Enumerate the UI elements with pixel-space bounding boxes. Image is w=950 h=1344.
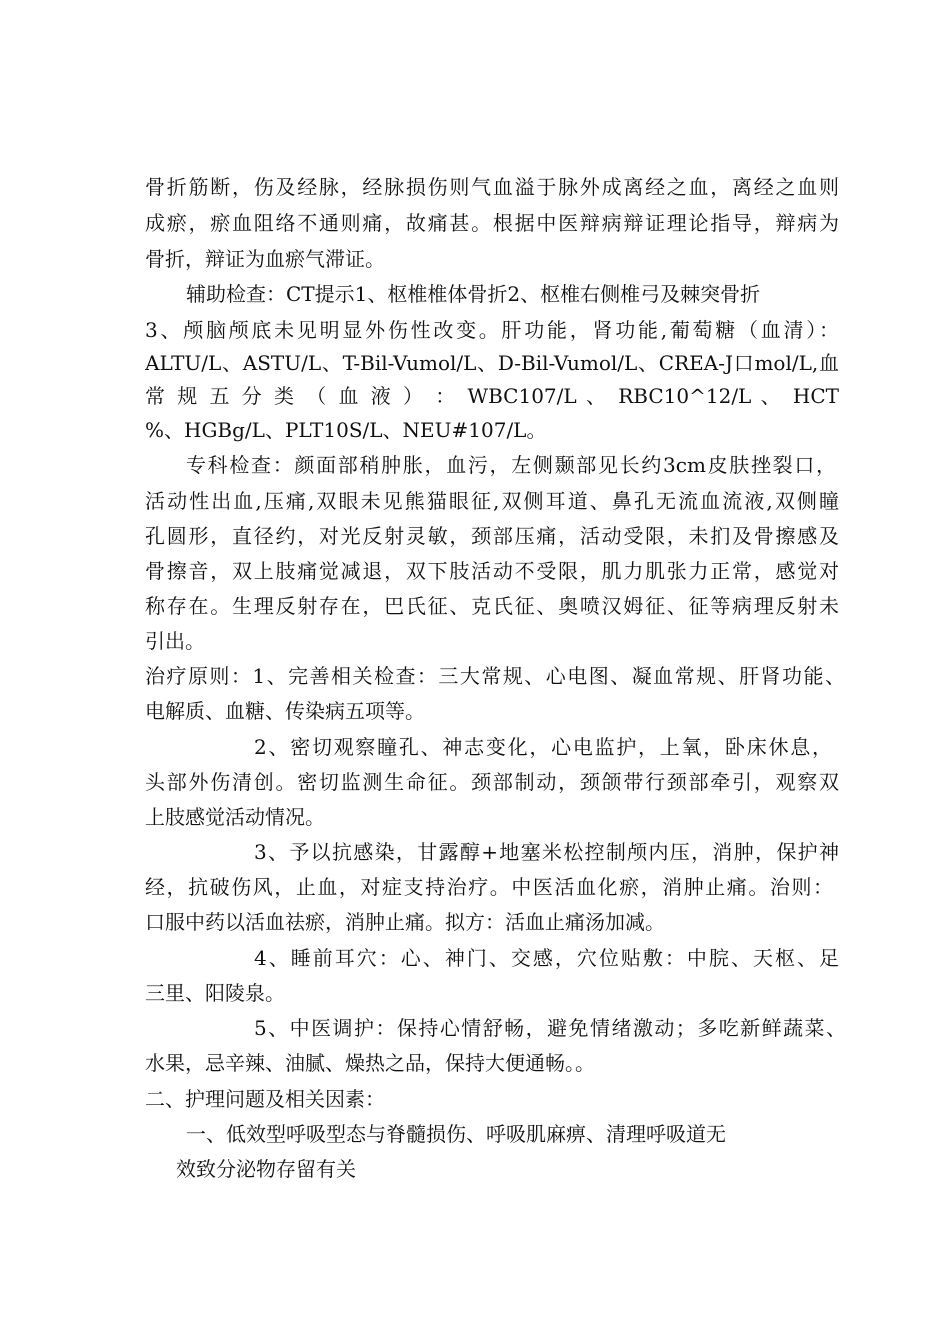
text-line: 5、中医调护：保持心情舒畅，避免情绪激动；多吃新鲜蔬菜、 [254, 1016, 846, 1040]
section-heading: 二、护理问题及相关因素： [145, 1087, 385, 1111]
text-line: 一、低效型呼吸型态与脊髓损伤、呼吸肌麻痹、清理呼吸道无 [186, 1122, 726, 1146]
text-line: 骨折，辩证为血瘀气滞证。 [145, 247, 385, 271]
text-line: 孔圆形，直径约，对光反射灵敏，颈部压痛，活动受限，未扪及骨擦感及 [145, 524, 839, 548]
text-line: 专科检查：颜面部稍肿胀，血污，左侧颞部见长约3cm皮肤挫裂口， [186, 453, 836, 477]
text-line: 4、睡前耳穴：心、神门、交感，穴位贴敷：中脘、天枢、足 [254, 946, 839, 970]
text-line: 常 规 五 分 类 （ 血 液 ） ： WBC107/L 、 RBC10^12/L 、 HCT [145, 384, 839, 408]
text-line: 治疗原则：1、完善相关检查：三大常规、心电图、凝血常规、肝肾功能、 [145, 664, 845, 688]
text-line: 3、颅脑颅底未见明显外伤性改变。肝功能，肾功能,葡萄糖（血清）： [145, 318, 839, 342]
text-line: 骨折筋断，伤及经脉，经脉损伤则气血溢于脉外成离经之血，离经之血则 [145, 175, 839, 199]
text-line: 骨擦音，双上肢痛觉减退，双下肢活动不受限，肌力肌张力正常，感觉对 [145, 559, 839, 583]
text-line: 活动性出血,压痛,双眼未见熊猫眼征,双侧耳道、鼻孔无流血流液,双侧瞳 [145, 489, 839, 513]
text-line: 效致分泌物存留有关 [176, 1157, 356, 1181]
text-line: 电解质、血糖、传染病五项等。 [145, 699, 425, 723]
text-line: 称存在。生理反射存在，巴氏征、克氏征、奥喷汉姆征、征等病理反射未 [145, 594, 839, 618]
text-line: ALTU/L、ASTU/L、T-Bil-Vumol/L、D-Bil-Vumol/L、CREA-J口mol/L,血 [145, 351, 839, 375]
text-line: 上肢感觉活动情况。 [145, 805, 325, 829]
text-line: 3、予以抗感染，甘露醇+地塞米松控制颅内压，消肿，保护神 [254, 840, 839, 864]
text-line: 辅助检查：CT提示1、枢椎椎体骨折2、枢椎右侧椎弓及棘突骨折 [186, 282, 761, 306]
text-line: 引出。 [145, 629, 205, 653]
text-line: 经，抗破伤风，止血，对症支持治疗。中医活血化瘀，消肿止痛。治则： [145, 875, 833, 899]
text-line: 头部外伤清创。密切监测生命征。颈部制动，颈颌带行颈部牵引，观察双 [145, 770, 839, 794]
text-line: 水果，忌辛辣、油腻、燥热之品，保持大便通畅。。 [145, 1051, 595, 1075]
text-line: 三里、阳陵泉。 [145, 981, 285, 1005]
text-line: 口服中药以活血祛瘀，消肿止痛。拟方：活血止痛汤加减。 [145, 910, 665, 934]
text-line: 成瘀，瘀血阻络不通则痛，故痛甚。根据中医辩病辩证理论指导，辩病为 [145, 211, 839, 235]
text-line: 2、密切观察瞳孔、神志变化，心电监护，上氧，卧床休息， [254, 735, 832, 759]
text-line: %、HGBg/L、PLT10S/L、NEU#107/L。 [145, 418, 547, 442]
